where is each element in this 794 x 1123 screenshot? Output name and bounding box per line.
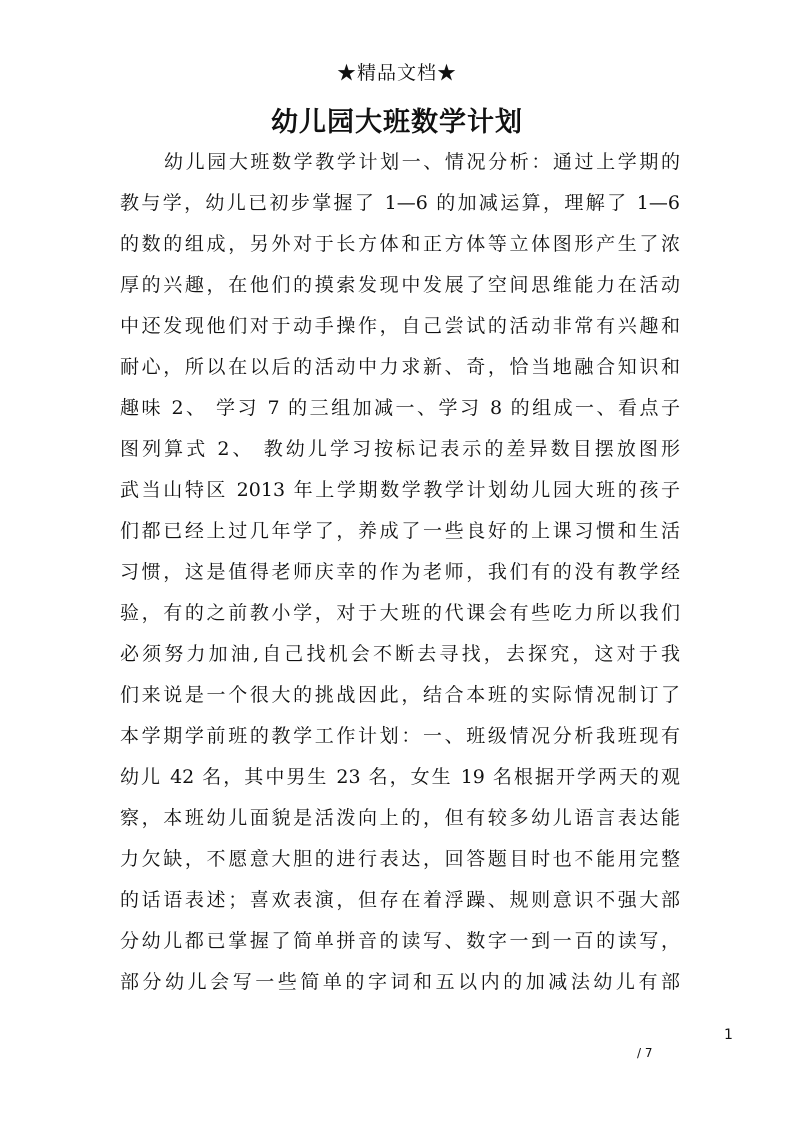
page-number: 1	[724, 1027, 733, 1043]
body-line: 的数的组成，另外对于长方体和正方体等立体图形产生了浓	[120, 233, 680, 255]
body-line: 验，有的之前教小学，对于大班的代课会有些吃力所以我们	[120, 602, 680, 624]
page-total: / 7	[637, 1046, 653, 1060]
body-line: 力欠缺，不愿意大胆的进行表达，回答题目时也不能用完整	[120, 848, 680, 870]
body-line: 幼儿 42 名，其中男生 23 名，女生 19 名根据开学两天的观	[120, 766, 680, 788]
body-line: 本学期学前班的教学工作计划：一、班级情况分析我班现有	[120, 725, 680, 747]
body-line: 们来说是一个很大的挑战因此，结合本班的实际情况制订了	[120, 684, 680, 706]
body-line: 部分幼儿会写一些简单的字词和五以内的加减法幼儿有部	[120, 971, 680, 993]
document-body	[120, 142, 680, 1003]
body-line: 习惯，这是值得老师庆幸的作为老师，我们有的没有教学经	[120, 561, 680, 583]
body-line: 的话语表述；喜欢表演，但存在着浮躁、规则意识不强大部	[120, 889, 680, 911]
body-line: 武当山特区 2013 年上学期数学教学计划幼儿园大班的孩子	[120, 479, 680, 501]
body-line: 分幼儿都已掌握了简单拼音的读写、数字一到一百的读写，	[120, 930, 680, 952]
document-title: 幼儿园大班数学计划	[271, 107, 523, 138]
body-line: 厚的兴趣，在他们的摸索发现中发展了空间思维能力在活动	[120, 274, 680, 296]
body-line: 中还发现他们对于动手操作，自己尝试的活动非常有兴趣和	[120, 315, 680, 337]
document-header: ★精品文档★	[336, 62, 457, 84]
body-line: 耐心，所以在以后的活动中力求新、奇，恰当地融合知识和	[120, 356, 680, 378]
body-line: 必须努力加油,自己找机会不断去寻找，去探究，这对于我	[120, 643, 680, 665]
body-line: 教与学，幼儿已初步掌握了 1—6 的加减运算，理解了 1—6	[120, 192, 680, 214]
body-line: 察，本班幼儿面貌是活泼向上的，但有较多幼儿语言表达能	[120, 807, 680, 829]
body-line: 幼儿园大班数学教学计划一、情况分析：通过上学期的	[164, 151, 680, 173]
body-line: 趣味 2、 学习 7 的三组加减一、学习 8 的组成一、看点子	[120, 397, 680, 419]
body-line: 图列算式 2、 教幼儿学习按标记表示的差异数目摆放图形	[120, 438, 680, 460]
body-line: 们都已经上过几年学了，养成了一些良好的上课习惯和生活	[120, 520, 680, 542]
